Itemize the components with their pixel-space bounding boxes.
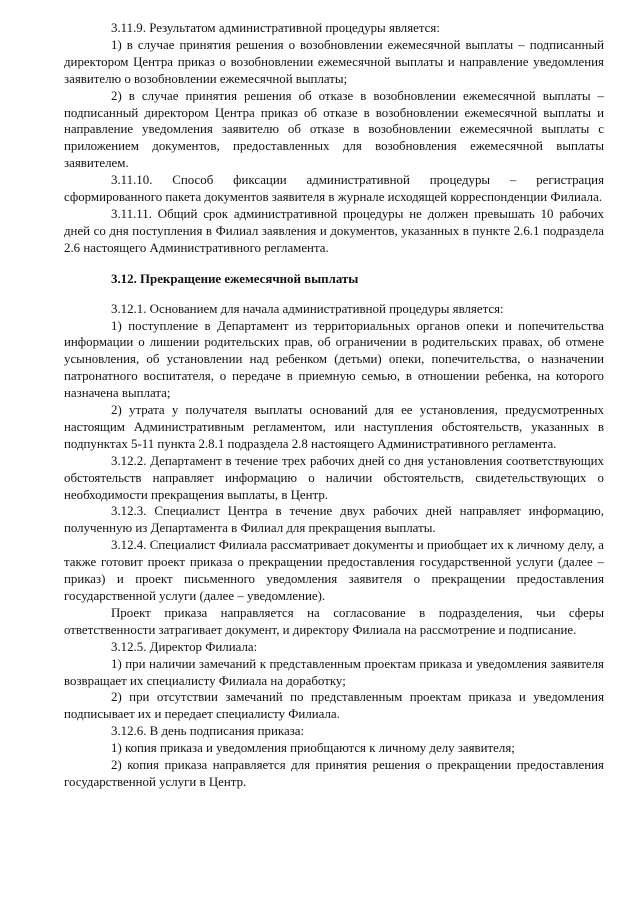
paragraph-3-12-1-item-2: 2) утрата у получателя выплаты оснований для ее установления, предусмотренных настоящим Административным регламентом, или наступления обстоятельств, указанных в подпунктах 5-11 пункта 2.8.1 подраздела 2.8 настоящего Административного регламента. — [64, 403, 604, 451]
paragraph-3-12-5-item-2: 2) при отсутствии замечаний по представленным проектам приказа и уведомления подписывает их и передает специалисту Филиала. — [64, 690, 604, 722]
paragraph-3-12-4: 3.12.4. Специалист Филиала рассматривает документы и приобщает их к личному делу, а также готовит проект приказа о прекращении предоставления государственной услуги (далее – приказ) и проект письменного уведомления заявителя о прекращении предоставления государственной услуги (далее – уведомление). — [64, 538, 604, 603]
paragraph-3-12-1-item-1: 1) поступление в Департамент из территориальных органов опеки и попечительства информации о лишении родительских прав, об ограничении в родительских правах, об отмене усыновления, об установлении над ребенком (детьми) опеки, попечительства, о назначении патронатного воспитателя, о передаче в приемную семью, в отношении ребенка, на которого назначена выплата; — [64, 318, 604, 401]
paragraph-3-11-9: 3.11.9. Результатом административной процедуры является: — [111, 21, 440, 35]
paragraph-3-12-5: 3.12.5. Директор Филиала: — [111, 639, 258, 654]
paragraph-3-12-5-item-1: 1) при наличии замечаний к представленным проектам приказа и уведомления заявителя возвращает их специалисту Филиала на доработку; — [64, 656, 604, 688]
paragraph-3-11-10: 3.11.10. Способ фиксации административной процедуры – регистрация сформированного пакета документов заявителя в журнале исходящей корреспонденции Филиала. — [64, 173, 604, 205]
paragraph-3-12-6: 3.12.6. В день подписания приказа: — [111, 724, 305, 739]
paragraph-3-11-9-item-2: 2) в случае принятия решения об отказе в возобновлении ежемесячной выплаты – подписанный директором Центра приказ об отказе в возобновлении ежемесячной выплаты и направление уведомления заявителю об отказе в возобновлении ежемесячной выплаты с приложением документов, предоставленных для возобновления ежемесячной выплаты заявителем. — [64, 88, 604, 171]
paragraph-3-12-3: 3.12.3. Специалист Центра в течение двух рабочих дней направляет информацию, полученную из Департамента в Филиал для прекращения выплаты. — [64, 504, 604, 536]
paragraph-3-11-9-item-1: 1) в случае принятия решения о возобновлении ежемесячной выплаты – подписанный директором Центра приказ о возобновлении ежемесячной выплаты и направление уведомления заявителю о возобновлении ежемесячной выплаты; — [64, 37, 604, 86]
paragraph-3-12-6-item-1: 1) копия приказа и уведомления приобщаются к личному делу заявителя; — [111, 741, 515, 756]
paragraph-3-12-6-item-2: 2) копия приказа направляется для принятия решения о прекращении предоставления государственной услуги в Центр. — [64, 758, 604, 789]
paragraph-3-11-11: 3.11.11. Общий срок административной процедуры не должен превышать 10 рабочих дней со дня поступления в Филиал заявления и документов, указанных в пункте 2.6.1 подраздела 2.6 настоящего Административного регламента. — [64, 206, 604, 255]
paragraph-3-12-1: 3.12.1. Основанием для начала административной процедуры является: — [111, 301, 504, 316]
section-heading: 3.12. Прекращение ежемесячной выплаты — [111, 271, 359, 286]
paragraph-draft-order: Проект приказа направляется на согласование в подразделения, чьи сферы ответственности затрагивает документ, и директору Филиала на рассмотрение и подписание. — [64, 605, 604, 637]
paragraph-3-12-2: 3.12.2. Департамент в течение трех рабочих дней со дня установления соответствующих обстоятельств направляет информацию о наличии обстоятельств, свидетельствующих о необходимости прекращения выплаты, в Центр. — [64, 453, 604, 502]
